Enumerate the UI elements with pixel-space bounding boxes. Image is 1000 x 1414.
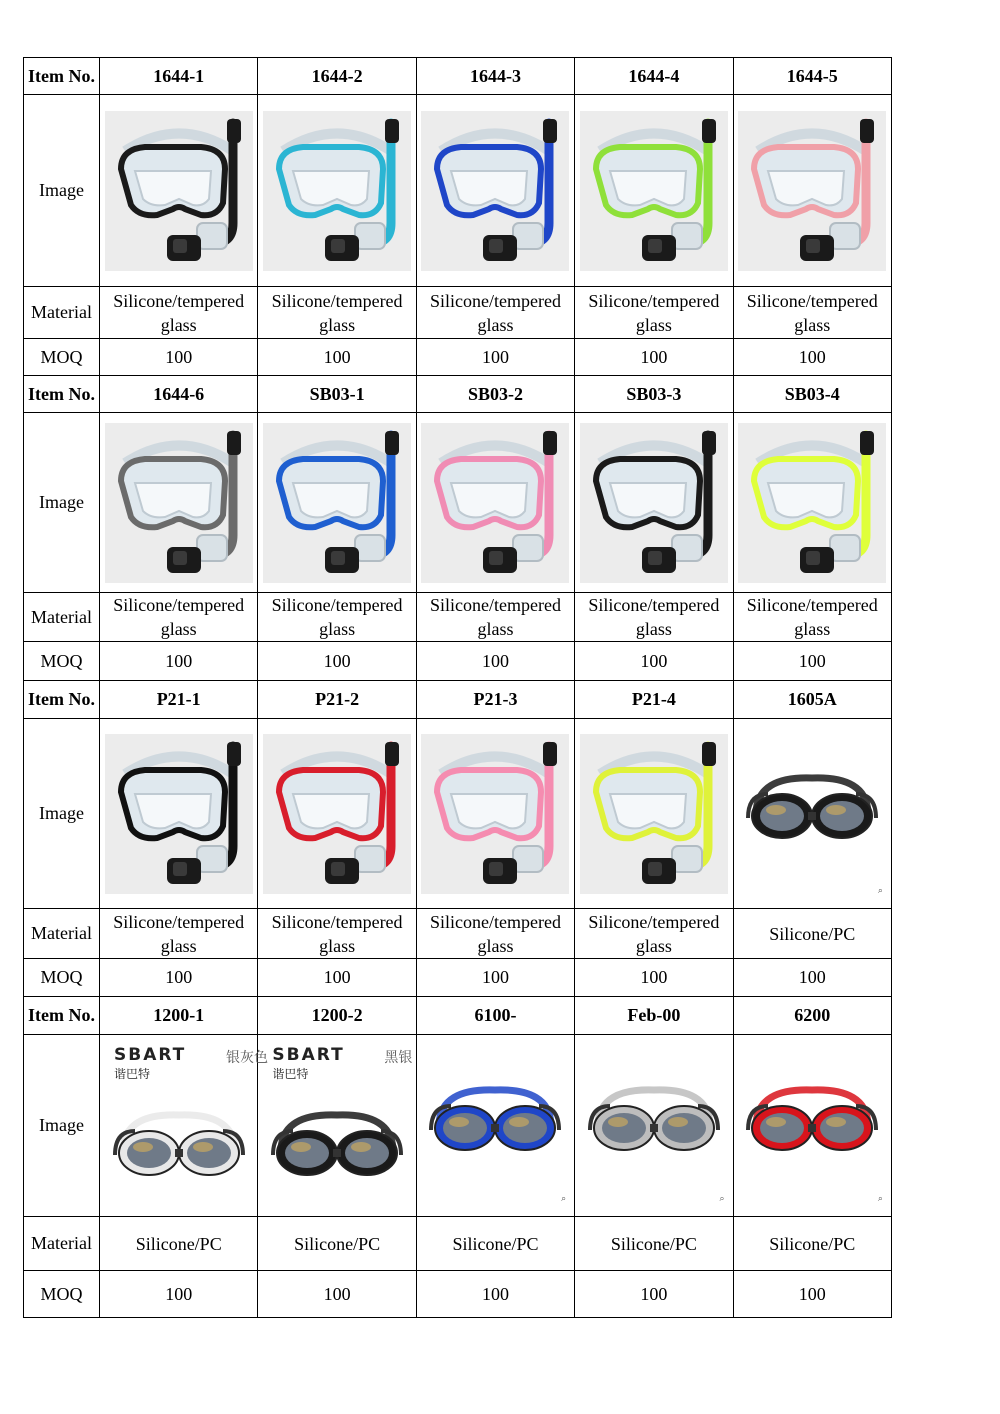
image-row — [24, 95, 892, 287]
moq-value: 100 — [100, 1271, 258, 1318]
color-tag: 黑银 — [384, 1050, 413, 1066]
item-no-label: Item No. — [24, 681, 100, 719]
product-image-cell — [258, 95, 416, 287]
brand-logo: SBART 谐巴特 银灰色 — [114, 1045, 268, 1081]
product-image-cell — [100, 413, 258, 593]
moq-label: MOQ — [24, 642, 100, 681]
swim-goggles-image — [738, 754, 886, 874]
moq-value: 100 — [416, 339, 574, 376]
material-label: Material — [24, 593, 100, 642]
mask-snorkel-image — [580, 423, 728, 583]
material-value: Silicone/PC — [575, 1217, 733, 1271]
product-image-cell — [258, 719, 416, 909]
moq-value: 100 — [733, 1271, 891, 1318]
mask-snorkel-image — [421, 111, 569, 271]
mask-snorkel-image — [738, 111, 886, 271]
material-value: Silicone/tempered glass — [575, 909, 733, 959]
item-number: 6200 — [733, 997, 891, 1035]
product-image-cell — [575, 1035, 733, 1217]
item-number: 1644-3 — [416, 58, 574, 95]
item-number: P21-4 — [575, 681, 733, 719]
product-image-cell — [258, 1035, 416, 1217]
product-image-cell — [733, 413, 891, 593]
product-image-cell — [416, 719, 574, 909]
material-row — [24, 909, 892, 959]
material-value: Silicone/PC — [416, 1217, 574, 1271]
moq-row — [24, 642, 892, 681]
moq-value: 100 — [733, 959, 891, 997]
product-image-cell — [416, 95, 574, 287]
product-image-cell — [575, 95, 733, 287]
product-image-cell — [733, 719, 891, 909]
item-number: 6100- — [416, 997, 574, 1035]
moq-label: MOQ — [24, 339, 100, 376]
item-number: 1644-2 — [258, 58, 416, 95]
moq-value: 100 — [575, 1271, 733, 1318]
material-value: Silicone/tempered glass — [416, 909, 574, 959]
swim-goggles-image — [738, 1066, 886, 1186]
material-value: Silicone/tempered glass — [575, 593, 733, 642]
moq-value: 100 — [575, 959, 733, 997]
image-label: Image — [24, 1035, 100, 1217]
mask-snorkel-image — [263, 734, 411, 894]
item-number: 1644-6 — [100, 376, 258, 413]
item-no-label: Item No. — [24, 997, 100, 1035]
item-number: 1644-4 — [575, 58, 733, 95]
material-row — [24, 287, 892, 339]
material-value: Silicone/tempered glass — [258, 593, 416, 642]
moq-value: 100 — [733, 642, 891, 681]
product-image-cell — [733, 1035, 891, 1217]
material-value: Silicone/tempered glass — [733, 593, 891, 642]
product-image-cell — [416, 413, 574, 593]
image-label: Image — [24, 719, 100, 909]
item-number: 1644-1 — [100, 58, 258, 95]
item-row — [24, 681, 892, 719]
product-image-cell — [416, 1035, 574, 1217]
material-value: Silicone/tempered glass — [416, 593, 574, 642]
image-row — [24, 413, 892, 593]
product-image-cell — [100, 95, 258, 287]
mask-snorkel-image — [105, 423, 253, 583]
moq-label: MOQ — [24, 959, 100, 997]
moq-value: 100 — [575, 642, 733, 681]
material-label: Material — [24, 909, 100, 959]
item-number: Feb-00 — [575, 997, 733, 1035]
item-no-label: Item No. — [24, 58, 100, 95]
zoom-icon: ⌕ — [877, 1194, 883, 1204]
material-row — [24, 593, 892, 642]
swim-goggles-image — [105, 1091, 253, 1211]
item-no-label: Item No. — [24, 376, 100, 413]
moq-value: 100 — [575, 339, 733, 376]
moq-value: 100 — [416, 642, 574, 681]
image-label: Image — [24, 413, 100, 593]
item-row — [24, 997, 892, 1035]
item-number: 1200-2 — [258, 997, 416, 1035]
product-image-cell — [100, 719, 258, 909]
item-number: P21-3 — [416, 681, 574, 719]
zoom-icon: ⌕ — [561, 1194, 567, 1204]
item-number: SB03-4 — [733, 376, 891, 413]
moq-value: 100 — [100, 642, 258, 681]
product-spec-table — [23, 57, 892, 1318]
swim-goggles-image — [421, 1066, 569, 1186]
material-value: Silicone/PC — [733, 909, 891, 959]
moq-label: MOQ — [24, 1271, 100, 1318]
moq-value: 100 — [258, 1271, 416, 1318]
swim-goggles-image — [580, 1066, 728, 1186]
item-number: SB03-3 — [575, 376, 733, 413]
material-value: Silicone/tempered glass — [258, 909, 416, 959]
mask-snorkel-image — [738, 423, 886, 583]
mask-snorkel-image — [263, 423, 411, 583]
item-number: 1644-5 — [733, 58, 891, 95]
mask-snorkel-image — [580, 111, 728, 271]
product-image-cell — [100, 1035, 268, 1217]
product-image-cell — [575, 719, 733, 909]
moq-row — [24, 1271, 892, 1318]
material-value: Silicone/PC — [100, 1217, 258, 1271]
mask-snorkel-image — [105, 734, 253, 894]
moq-row — [24, 959, 892, 997]
moq-value: 100 — [258, 339, 416, 376]
material-value: Silicone/tempered glass — [733, 287, 891, 339]
image-label: Image — [24, 95, 100, 287]
material-label: Material — [24, 1217, 100, 1271]
mask-snorkel-image — [421, 734, 569, 894]
moq-value: 100 — [258, 959, 416, 997]
product-image-cell — [258, 413, 416, 593]
item-number: P21-1 — [100, 681, 258, 719]
mask-snorkel-image — [263, 111, 411, 271]
moq-value: 100 — [100, 339, 258, 376]
material-value: Silicone/tempered glass — [100, 909, 258, 959]
moq-value: 100 — [100, 959, 258, 997]
material-value: Silicone/tempered glass — [416, 287, 574, 339]
moq-value: 100 — [733, 339, 891, 376]
item-number: P21-2 — [258, 681, 416, 719]
swim-goggles-image — [263, 1091, 411, 1211]
moq-value: 100 — [416, 1271, 574, 1318]
material-value: Silicone/tempered glass — [100, 593, 258, 642]
moq-value: 100 — [258, 642, 416, 681]
material-row — [24, 1217, 892, 1271]
zoom-icon: ⌕ — [877, 886, 883, 896]
material-value: Silicone/PC — [258, 1217, 416, 1271]
item-number: 1605A — [733, 681, 891, 719]
item-number: SB03-1 — [258, 376, 416, 413]
moq-row — [24, 339, 892, 376]
item-row — [24, 376, 892, 413]
zoom-icon: ⌕ — [719, 1194, 725, 1204]
color-tag: 银灰色 — [226, 1050, 268, 1066]
brand-logo: SBART 谐巴特 黑银 — [272, 1045, 413, 1081]
material-value: Silicone/PC — [733, 1217, 891, 1271]
item-number: SB03-2 — [416, 376, 574, 413]
image-row — [24, 1035, 892, 1217]
product-image-cell — [733, 95, 891, 287]
item-number: 1200-1 — [100, 997, 258, 1035]
material-label: Material — [24, 287, 100, 339]
image-row — [24, 719, 892, 909]
mask-snorkel-image — [105, 111, 253, 271]
material-value: Silicone/tempered glass — [100, 287, 258, 339]
material-value: Silicone/tempered glass — [258, 287, 416, 339]
mask-snorkel-image — [421, 423, 569, 583]
mask-snorkel-image — [580, 734, 728, 894]
material-value: Silicone/tempered glass — [575, 287, 733, 339]
moq-value: 100 — [416, 959, 574, 997]
product-image-cell — [575, 413, 733, 593]
item-row — [24, 58, 892, 95]
